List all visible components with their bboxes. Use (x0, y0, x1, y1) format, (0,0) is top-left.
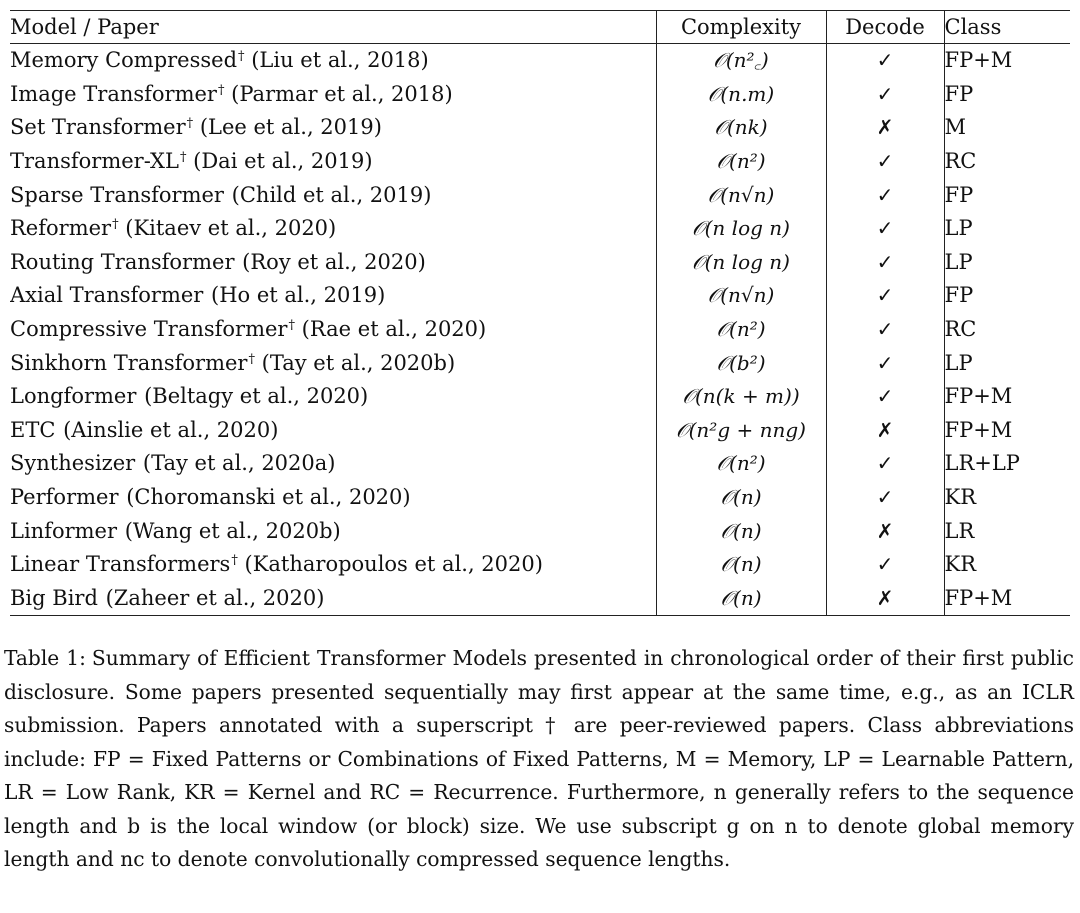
cell-class: RC (944, 313, 1070, 347)
citation: (Kitaev et al., 2020) (125, 216, 337, 241)
citation: (Lee et al., 2019) (199, 115, 382, 140)
cell-model-paper (10, 548, 656, 582)
citation: (Liu et al., 2018) (251, 48, 429, 73)
cell-decode (826, 548, 944, 582)
citation: (Roy et al., 2020) (242, 249, 426, 274)
cell-model-paper (10, 582, 656, 616)
model-name: Longformer (10, 384, 137, 409)
complexity-value: 𝒪(n log n) (692, 249, 790, 274)
cell-complexity (656, 111, 826, 145)
cell-model-paper (10, 346, 656, 380)
model-name: Image Transformer (10, 81, 217, 106)
complexity-value: 𝒪(n) (720, 585, 762, 610)
cell-class: LP (944, 246, 1070, 280)
check-mark-icon: ✓ (876, 552, 894, 577)
peer-reviewed-dagger: † (217, 82, 225, 98)
peer-reviewed-dagger: † (112, 217, 119, 233)
model-name: Performer (10, 485, 119, 510)
cross-mark-icon: ✗ (876, 417, 894, 442)
model-name: Transformer-XL (10, 149, 179, 174)
citation: (Wang et al., 2020b) (124, 518, 341, 543)
table-row (10, 414, 1070, 448)
cell-model-paper (10, 380, 656, 414)
header-row (10, 11, 1070, 44)
complexity-value: 𝒪(n²) (716, 149, 766, 174)
table-row (10, 279, 1070, 313)
cell-complexity (656, 44, 826, 78)
peer-reviewed-dagger: † (231, 553, 238, 569)
cell-class: LP (944, 212, 1070, 246)
citation: (Child et al., 2019) (231, 182, 432, 207)
model-name: Memory Compressed (10, 48, 238, 73)
cell-decode (826, 447, 944, 481)
check-mark-icon: ✓ (876, 283, 894, 308)
model-name: ETC (10, 417, 56, 442)
check-mark-icon: ✓ (876, 182, 894, 207)
cell-class: LR+LP (944, 447, 1070, 481)
complexity-value: 𝒪(n.m) (707, 81, 775, 106)
summary-table (10, 10, 1070, 616)
check-mark-icon: ✓ (876, 451, 894, 476)
cell-complexity (656, 246, 826, 280)
cell-model-paper (10, 246, 656, 280)
cell-model-paper (10, 414, 656, 448)
table-body (10, 44, 1070, 616)
table-row (10, 212, 1070, 246)
cell-complexity (656, 346, 826, 380)
complexity-value: 𝒪(n²) (716, 451, 766, 476)
cell-complexity (656, 78, 826, 112)
cell-model-paper (10, 145, 656, 179)
cross-mark-icon: ✗ (876, 115, 894, 140)
citation: (Dai et al., 2019) (193, 149, 373, 174)
complexity-value: 𝒪(n²g + nng) (676, 417, 806, 442)
cross-mark-icon: ✗ (876, 585, 894, 610)
header-complexity: Complexity (656, 11, 826, 44)
citation: (Choromanski et al., 2020) (126, 485, 411, 510)
table-row (10, 514, 1070, 548)
cell-class: RC (944, 145, 1070, 179)
peer-reviewed-dagger: † (248, 351, 255, 367)
citation: (Rae et al., 2020) (301, 317, 487, 342)
header-model-paper: Model / Paper (10, 14, 159, 39)
check-mark-icon: ✓ (876, 350, 894, 375)
cell-class: FP (944, 178, 1070, 212)
citation: (Tay et al., 2020b) (261, 350, 456, 375)
check-mark-icon: ✓ (876, 81, 894, 106)
model-name: Compressive Transformer (10, 317, 288, 342)
summary-table-container (10, 10, 1070, 616)
check-mark-icon: ✓ (876, 485, 894, 510)
cell-decode (826, 414, 944, 448)
model-name: Set Transformer (10, 115, 186, 140)
cell-class: FP+M (944, 380, 1070, 414)
table-row (10, 481, 1070, 515)
cell-decode (826, 212, 944, 246)
cell-class: FP+M (944, 44, 1070, 78)
complexity-value: 𝒪(n) (720, 485, 762, 510)
complexity-value: 𝒪(n√n) (707, 283, 775, 308)
complexity-value: 𝒪(n) (720, 552, 762, 577)
cell-decode (826, 380, 944, 414)
table-row (10, 380, 1070, 414)
cell-class: KR (944, 548, 1070, 582)
cell-decode (826, 178, 944, 212)
cell-model-paper (10, 447, 656, 481)
table-row (10, 78, 1070, 112)
complexity-value: 𝒪(n²꜀) (713, 48, 769, 73)
cell-decode (826, 313, 944, 347)
cell-complexity (656, 514, 826, 548)
cell-decode (826, 346, 944, 380)
table-row (10, 582, 1070, 616)
cell-model-paper (10, 111, 656, 145)
model-name: Linformer (10, 518, 118, 543)
cell-model-paper (10, 481, 656, 515)
table-row (10, 313, 1070, 347)
citation: (Katharopoulos et al., 2020) (244, 552, 543, 577)
cell-model-paper (10, 78, 656, 112)
check-mark-icon: ✓ (876, 216, 894, 241)
cell-model-paper (10, 313, 656, 347)
cell-class: LR (944, 514, 1070, 548)
table-row (10, 44, 1070, 78)
complexity-value: 𝒪(n log n) (692, 216, 790, 241)
table-row (10, 145, 1070, 179)
peer-reviewed-dagger: † (238, 49, 245, 65)
cell-decode (826, 481, 944, 515)
peer-reviewed-dagger: † (179, 150, 187, 166)
check-mark-icon: ✓ (876, 384, 894, 409)
check-mark-icon: ✓ (876, 149, 894, 174)
cell-complexity (656, 212, 826, 246)
cell-decode (826, 279, 944, 313)
model-name: Routing Transformer (10, 249, 235, 274)
cell-complexity (656, 279, 826, 313)
cell-model-paper (10, 44, 656, 78)
check-mark-icon: ✓ (876, 317, 894, 342)
caption-label: Table 1: (4, 646, 86, 670)
cell-class: KR (944, 481, 1070, 515)
citation: (Parmar et al., 2018) (231, 81, 453, 106)
cell-class: FP (944, 78, 1070, 112)
cell-class: FP+M (944, 582, 1070, 616)
cell-model-paper (10, 178, 656, 212)
cell-decode (826, 111, 944, 145)
cell-complexity (656, 380, 826, 414)
table-row (10, 111, 1070, 145)
cell-decode (826, 78, 944, 112)
model-name: Linear Transformers (10, 552, 231, 577)
complexity-value: 𝒪(n(k + m)) (682, 384, 800, 409)
citation: (Beltagy et al., 2020) (144, 384, 369, 409)
peer-reviewed-dagger: † (186, 116, 194, 132)
cross-mark-icon: ✗ (876, 518, 894, 543)
cell-class: M (944, 111, 1070, 145)
header-decode: Decode (826, 11, 944, 44)
cell-decode (826, 514, 944, 548)
cell-decode (826, 582, 944, 616)
citation: (Ainslie et al., 2020) (63, 417, 279, 442)
cell-complexity (656, 447, 826, 481)
complexity-value: 𝒪(n²) (716, 317, 766, 342)
peer-reviewed-dagger: † (288, 318, 295, 334)
model-name: Sparse Transformer (10, 182, 224, 207)
check-mark-icon: ✓ (876, 48, 894, 73)
cell-decode (826, 246, 944, 280)
model-name: Axial Transformer (10, 283, 204, 308)
cell-complexity (656, 548, 826, 582)
cell-complexity (656, 481, 826, 515)
complexity-value: 𝒪(n) (720, 518, 762, 543)
table-row (10, 447, 1070, 481)
cell-class: FP+M (944, 414, 1070, 448)
table-row (10, 178, 1070, 212)
citation: (Ho et al., 2019) (211, 283, 386, 308)
complexity-value: 𝒪(b²) (716, 350, 766, 375)
cell-complexity (656, 582, 826, 616)
cell-model-paper (10, 514, 656, 548)
table-header (10, 11, 1070, 44)
model-name: Sinkhorn Transformer (10, 350, 248, 375)
cell-class: FP (944, 279, 1070, 313)
cell-model-paper (10, 279, 656, 313)
complexity-value: 𝒪(n√n) (707, 182, 775, 207)
table-row (10, 246, 1070, 280)
cell-decode (826, 145, 944, 179)
cell-model-paper (10, 212, 656, 246)
citation: (Tay et al., 2020a) (142, 451, 336, 476)
cell-complexity (656, 178, 826, 212)
cell-complexity (656, 313, 826, 347)
cell-class: LP (944, 346, 1070, 380)
check-mark-icon: ✓ (876, 249, 894, 274)
table-caption (4, 642, 1074, 877)
model-name: Big Bird (10, 585, 98, 610)
table-row (10, 346, 1070, 380)
model-name: Synthesizer (10, 451, 136, 476)
citation: (Zaheer et al., 2020) (105, 585, 325, 610)
cell-decode (826, 44, 944, 78)
caption-text: Summary of Efficient Transformer Models presented in chronological order of their first public disclosure. Some papers presented sequentially may first appear at the same time, e.g., as an ICLR submission. Papers annotated with a superscript † are peer-reviewed papers. Class abbreviations include: FP = Fixed Patterns or Combinations of Fixed Patterns, M = Memory, LP = Learnable Pattern, LR = Low Rank, KR = Kernel and RC = Recurrence. Furthermore, n generally refers to the sequence length and b is the local window (or block) size. We use subscript g on n to denote global memory length and nc to denote convolutionally compressed sequence lengths. (4, 646, 1074, 871)
complexity-value: 𝒪(nk) (714, 115, 768, 140)
cell-complexity (656, 414, 826, 448)
cell-complexity (656, 145, 826, 179)
header-class: Class (944, 11, 1070, 44)
model-name: Reformer (10, 216, 112, 241)
table-row (10, 548, 1070, 582)
